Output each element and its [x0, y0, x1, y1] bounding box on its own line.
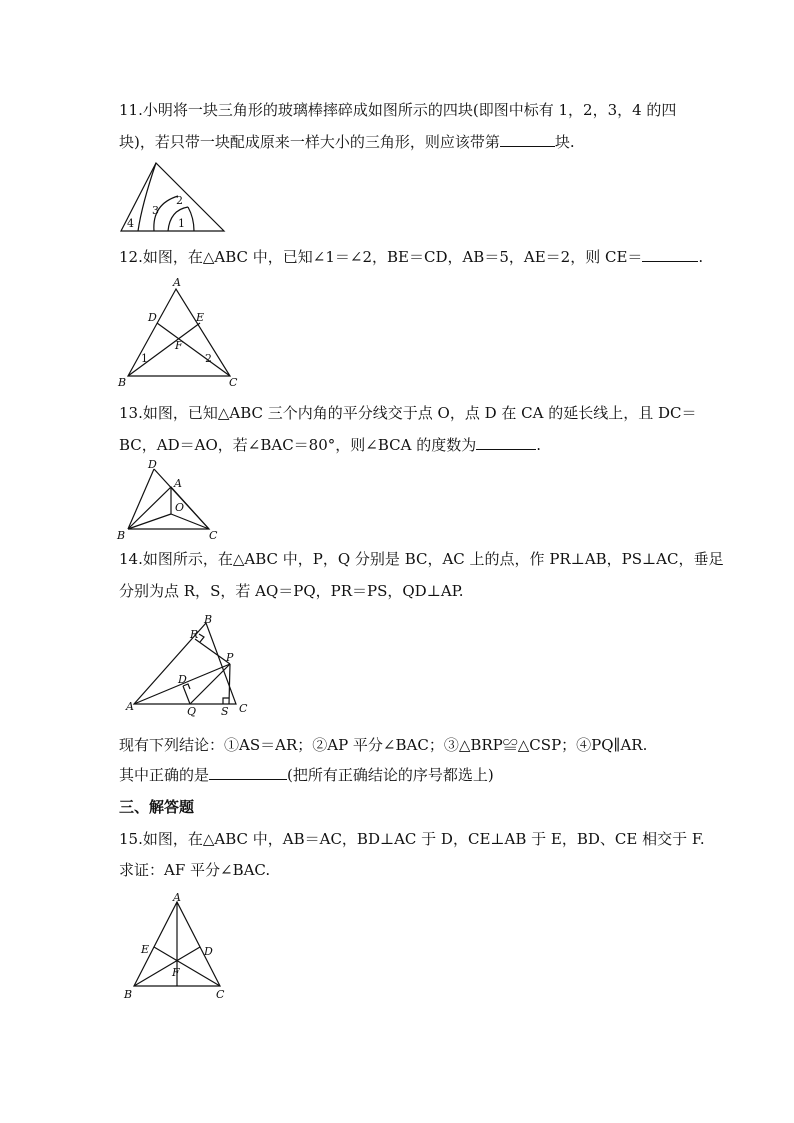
q14-label-c: C [239, 702, 248, 715]
q14-segment-pr [195, 639, 230, 664]
q13-label-a: A [174, 477, 182, 490]
q11-broken-triangle-figure [118, 160, 228, 234]
q14-line4-post: (把所有正确结论的序号都选上) [287, 766, 494, 784]
q14-line3: 现有下列结论：①AS＝AR；②AP 平分∠BAC；③△BRP≌△CSP；④PQ∥AR. [119, 736, 648, 754]
q14-segment-qd [183, 686, 190, 704]
q11-line1: 11.小明将一块三角形的玻璃棒摔碎成如图所示的四块(即图中标有 1，2，3，4 的四 [119, 101, 677, 119]
q11-label-2: 2 [176, 194, 183, 207]
q13-answer-blank[interactable] [476, 435, 536, 450]
q13-triangle-abc [128, 487, 209, 529]
section3-heading: 三、解答题 [119, 798, 195, 816]
q14-triangle-figure [120, 614, 260, 722]
q14-segment-ps [229, 664, 230, 704]
q11-label-1: 1 [178, 217, 185, 230]
q12-label-c: C [229, 376, 238, 389]
q11-line2 [119, 131, 719, 153]
q13-line2 [119, 434, 719, 456]
q14-line1: 14.如图所示，在△ABC 中，P，Q 分别是 BC，AC 上的点，作 PR⊥AB，PS⊥AC，垂足 [119, 550, 724, 568]
q15-label-a: A [173, 891, 181, 904]
q13-line2-pre: BC，AD＝AO，若∠BAC＝80°，则∠BCA 的度数为 [119, 436, 477, 454]
q12-line [119, 246, 719, 268]
q13-bisector-c [171, 514, 209, 529]
q13-triangle-figure [114, 456, 224, 542]
q12-label-angle2: 2 [205, 352, 212, 365]
q12-answer-blank[interactable] [642, 247, 698, 262]
q11-label-3: 3 [152, 204, 159, 217]
q15-line2: 求证：AF 平分∠BAC. [119, 861, 271, 879]
q14-label-s: S [221, 705, 229, 718]
q15-label-b: B [124, 988, 133, 1001]
q14-label-b: B [204, 613, 213, 626]
q14-answer-blank[interactable] [209, 765, 287, 780]
q12-triangle-figure [114, 276, 244, 390]
q15-label-f: F [172, 966, 180, 979]
q12-segment-cd [157, 323, 230, 376]
q11-line2-post: 块. [554, 133, 575, 151]
q15-triangle-figure [116, 892, 236, 1004]
q15-line1: 15.如图，在△ABC 中，AB＝AC，BD⊥AC 于 D，CE⊥AB 于 E，BD、CE 相交于 F. [119, 830, 705, 848]
q12-label-b: B [118, 376, 127, 389]
q12-label-e: E [196, 311, 205, 324]
q15-label-e: E [141, 943, 150, 956]
q11-label-4: 4 [127, 217, 134, 230]
q14-label-a: A [126, 700, 134, 713]
q15-label-d: D [204, 945, 213, 958]
q12-label-a: A [173, 276, 181, 289]
q12-text-pre: 12.如图，在△ABC 中，已知∠1＝∠2，BE＝CD，AB＝5，AE＝2，则 CE＝ [119, 248, 643, 266]
q14-line4 [119, 764, 719, 786]
q12-segment-be [128, 323, 200, 376]
q13-segment-db [128, 469, 154, 529]
q14-label-r: R [190, 628, 199, 641]
q14-label-q: Q [187, 705, 197, 718]
q15-label-c: C [216, 988, 225, 1001]
q14-label-d: D [178, 673, 187, 686]
q12-label-d: D [148, 311, 157, 324]
q14-right-angle-s [223, 698, 229, 704]
q11-outer-triangle [121, 163, 224, 231]
q12-label-angle1: 1 [141, 352, 148, 365]
q11-line2-pre: 块)，若只带一块配成原来一样大小的三角形，则应该带第 [119, 133, 500, 151]
q13-label-d: D [148, 458, 157, 471]
q13-bisector-b [128, 514, 171, 529]
q12-text-post: . [698, 248, 704, 266]
q13-label-c: C [209, 529, 218, 542]
q11-crack-1 [138, 163, 156, 231]
q13-line1: 13.如图，已知△ABC 三个内角的平分线交于点 O，点 D 在 CA 的延长线上，且 DC＝ [119, 404, 697, 422]
q14-line4-pre: 其中正确的是 [119, 766, 210, 784]
q11-answer-blank[interactable] [500, 132, 555, 147]
q13-label-o: O [175, 501, 185, 514]
q13-line2-post: . [536, 436, 541, 454]
q12-label-f: F [175, 339, 183, 352]
q11-crack-4 [188, 207, 194, 231]
q14-right-angle-r [199, 634, 204, 642]
q14-line2: 分别为点 R，S，若 AQ＝PQ，PR＝PS，QD⊥AP. [119, 582, 464, 600]
q13-label-b: B [117, 529, 126, 542]
q14-label-p: P [226, 651, 234, 664]
